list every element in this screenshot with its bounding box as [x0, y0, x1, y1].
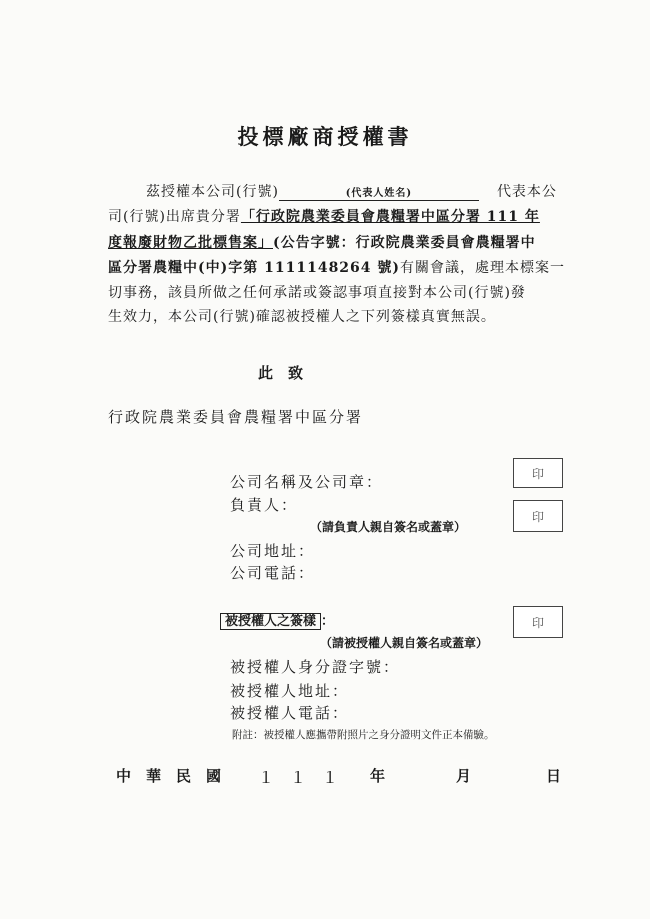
case-name-part1: 「行政院農業委員會農糧署中區分署 111 年 — [240, 209, 540, 225]
responsible-seal-box: 印 — [513, 500, 563, 532]
case-name-part2: 度報廢財物乙批標售案」 — [108, 235, 273, 251]
responsible-label: 負責人： — [230, 496, 299, 514]
document-title: 投標廠商授權書 — [237, 124, 413, 149]
company-seal-box: 印 — [513, 458, 563, 488]
authorized-phone-label: 被授權人電話： — [230, 704, 350, 722]
body-line-1-suffix: 代表本公 — [496, 184, 557, 200]
body-line-6: 生效力，本公司(行號)確認被授權人之下列簽樣真實無誤。 — [108, 309, 496, 325]
authorized-signature-note: （請被授權人親自簽名或蓋章） — [320, 636, 489, 650]
responsible-note: （請負責人親自簽名或蓋章） — [310, 520, 467, 534]
date-day-label: 日 — [546, 767, 562, 785]
body-line-4-rest: 有關會議，處理本標案一 — [400, 260, 566, 276]
company-name-label: 公司名稱及公司章： — [230, 473, 384, 491]
body-line-1 — [146, 181, 557, 201]
body-line-2 — [108, 206, 540, 226]
authorized-address-label: 被授權人地址： — [230, 682, 350, 700]
body-line-2-prefix: 司(行號)出席貴分署 — [108, 209, 241, 225]
authorized-id-label: 被授權人身分證字號： — [230, 658, 401, 676]
authorized-signature-row — [220, 610, 334, 629]
date-year-label: 年 — [370, 767, 386, 785]
date-roc-label: 中 華 民 國 — [116, 767, 222, 785]
body-line-3 — [108, 232, 536, 252]
announcement-number-part2: 區分署農糧中(中)字第 1111148264 號) — [108, 260, 401, 276]
date-month-label: 月 — [456, 767, 472, 785]
footnote: 附註：被授權人應攜帶附照片之身分證明文件正本備驗。 — [232, 729, 495, 741]
authorized-signature-label: 被授權人之簽樣 — [220, 613, 321, 630]
date-year-value: １ １ １ — [258, 768, 339, 787]
recipient: 行政院農業委員會農糧署中區分署 — [108, 408, 364, 426]
representative-name-blank: (代表人姓名) — [279, 188, 479, 201]
announcement-number-part1: (公告字號：行政院農業委員會農糧署中 — [273, 235, 536, 251]
body-line-5: 切事務，該員所做之任何承諾或簽認事項直接對本公司(行號)發 — [108, 285, 526, 301]
closing-phrase: 此 致 — [258, 364, 304, 382]
body-line-4 — [108, 257, 565, 277]
body-line-1-prefix: 茲授權本公司(行號) — [146, 184, 279, 200]
company-address-label: 公司地址： — [230, 542, 316, 560]
authorized-signature-colon: ： — [321, 614, 335, 629]
authorized-seal-box: 印 — [513, 606, 563, 638]
company-phone-label: 公司電話： — [230, 564, 316, 582]
